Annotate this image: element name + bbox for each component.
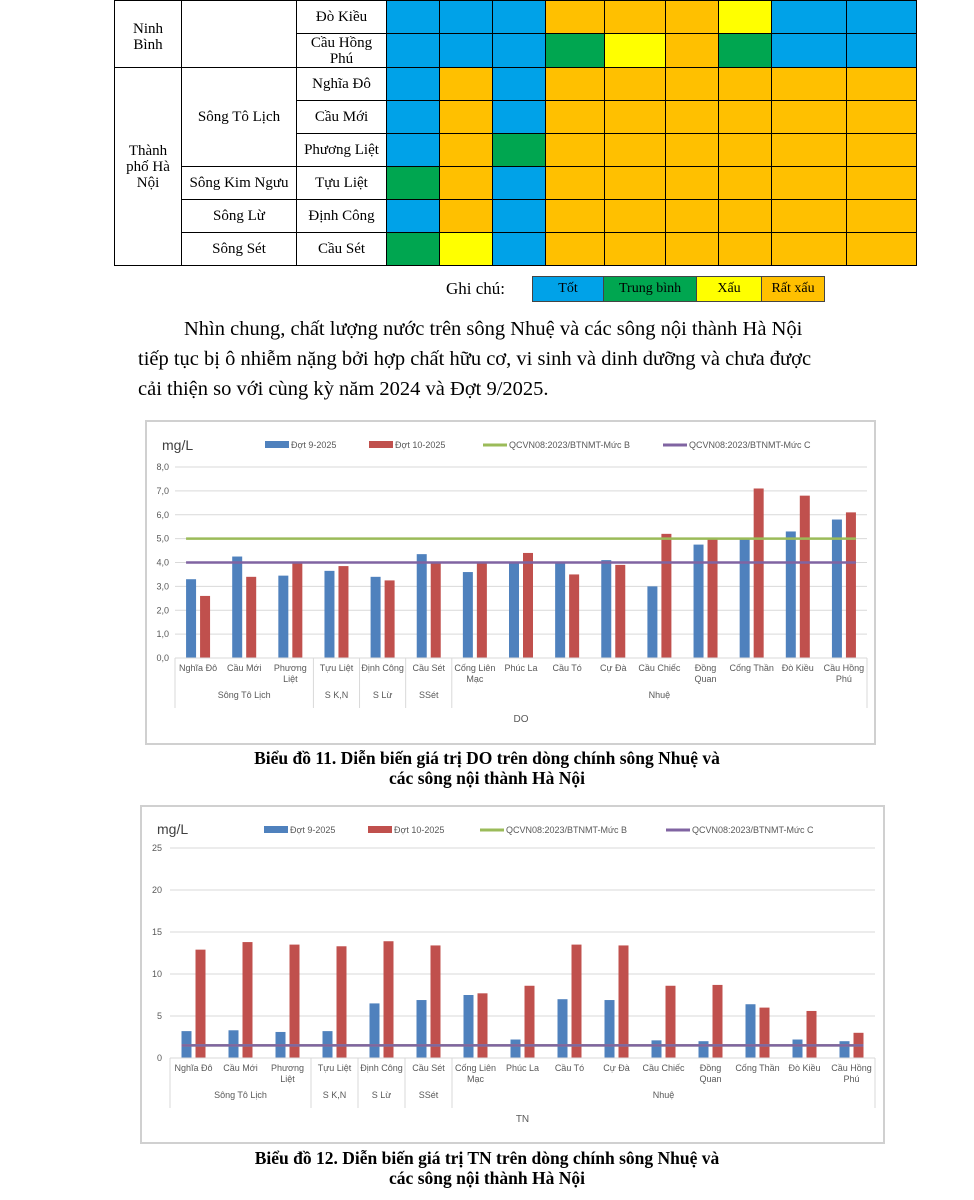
bar-dot9 [699, 1041, 709, 1058]
tn-chart-svg [142, 807, 883, 1142]
bar-dot10 [337, 946, 347, 1058]
x-category-label: Cống Liên [454, 663, 496, 673]
station-cell: Cầu Mới [297, 101, 387, 134]
bar-dot9 [555, 563, 565, 659]
y-tick-label: 10 [151, 969, 162, 979]
status-cell-xau [440, 233, 493, 266]
table-legend [446, 276, 825, 302]
station-cell: Cầu Sét [297, 233, 387, 266]
y-tick-label: 7,0 [156, 485, 169, 496]
x-group-label: Nhuệ [652, 1090, 675, 1100]
bar-dot9 [740, 539, 750, 658]
status-cell-rat-xau [847, 134, 917, 167]
bar-dot10 [246, 577, 256, 658]
bar-dot9 [832, 520, 842, 658]
status-cell-tot [493, 34, 546, 68]
status-cell-rat-xau [666, 200, 719, 233]
tn-chart [140, 805, 885, 1144]
legend-swatch [265, 441, 289, 448]
bar-dot9 [370, 1003, 380, 1058]
x-group-label: S K,N [322, 1090, 347, 1100]
status-cell-xau [605, 34, 666, 68]
table-row [115, 1, 917, 34]
x-group-label: SSét [418, 1090, 439, 1100]
status-cell-rat-xau [719, 101, 772, 134]
x-category-label: Cầu Chiếc [638, 663, 681, 673]
bar-dot9 [511, 1040, 521, 1058]
bar-dot10 [708, 539, 718, 658]
bar-dot9 [793, 1040, 803, 1058]
bar-dot10 [196, 950, 206, 1058]
y-tick-label: 4,0 [156, 557, 169, 568]
x-category-label: Cự Đà [603, 1063, 630, 1073]
table-row [115, 200, 917, 233]
legend-label: Ghi chú: [446, 279, 506, 298]
legend-entry: Đợt 9-2025 [290, 825, 336, 835]
status-cell-rat-xau [605, 134, 666, 167]
status-cell-tot [847, 1, 917, 34]
status-cell-trung-binh [546, 34, 605, 68]
status-cell-rat-xau [772, 68, 847, 101]
legend-entry: Đợt 10-2025 [395, 440, 446, 450]
status-cell-rat-xau [605, 68, 666, 101]
status-cell-tot [387, 134, 440, 167]
x-category-label: Cầu Tó [552, 663, 582, 673]
status-cell-tot [440, 1, 493, 34]
status-cell-trung-binh [387, 167, 440, 200]
x-group-label: Sông Tô Lịch [214, 1090, 267, 1100]
caption-line: các sông nội thành Hà Nội [389, 1168, 585, 1188]
bar-dot9 [601, 560, 611, 658]
status-cell-rat-xau [719, 200, 772, 233]
status-cell-rat-xau [772, 167, 847, 200]
status-cell-rat-xau [440, 68, 493, 101]
x-category-label: Đò Kiều [788, 1063, 821, 1073]
bar-dot10 [292, 563, 302, 659]
bar-dot10 [431, 563, 441, 659]
x-group-label: SSét [418, 690, 439, 700]
legend-entry: Đợt 9-2025 [291, 440, 337, 450]
bar-dot10 [384, 941, 394, 1058]
status-cell-rat-xau [666, 167, 719, 200]
river-cell: Sông Tô Lịch [182, 68, 297, 167]
legend-swatch [264, 826, 288, 833]
y-tick-label: 6,0 [156, 509, 169, 520]
x-category-label: Cống Thần [729, 663, 774, 673]
status-cell-rat-xau [719, 134, 772, 167]
station-cell: Phương Liệt [297, 134, 387, 167]
bar-dot10 [525, 986, 535, 1058]
province-cell: Thành phố Hà Nội [115, 68, 182, 266]
status-cell-rat-xau [666, 1, 719, 34]
legend-swatches [532, 276, 825, 302]
bar-dot9 [417, 554, 427, 658]
x-category-label: Mạc [466, 1074, 485, 1084]
status-cell-rat-xau [546, 68, 605, 101]
table-row [115, 233, 917, 266]
legend-trung-binh: Trung bình [604, 277, 697, 301]
status-cell-tot [387, 34, 440, 68]
bar-dot9 [463, 572, 473, 658]
y-tick-label: 5 [156, 1011, 162, 1021]
status-cell-rat-xau [666, 68, 719, 101]
legend-tot: Tốt [533, 277, 604, 301]
legend-swatch [369, 441, 393, 448]
status-cell-rat-xau [546, 1, 605, 34]
status-cell-tot [493, 167, 546, 200]
y-tick-label: 15 [151, 927, 162, 937]
legend-entry: QCVN08:2023/BTNMT-Mức C [689, 440, 811, 450]
bar-dot10 [800, 496, 810, 658]
status-cell-tot [440, 34, 493, 68]
bar-dot10 [200, 596, 210, 658]
bar-dot10 [807, 1011, 817, 1058]
paragraph-line: Nhìn chung, chất lượng nước trên sông Nhuệ và các sông nội thành Hà Nội [184, 318, 803, 340]
caption-line: các sông nội thành Hà Nội [389, 768, 585, 788]
status-cell-rat-xau [719, 167, 772, 200]
legend-rat-xau: Rất xấu [762, 277, 824, 301]
bar-dot10 [619, 945, 629, 1058]
y-tick-label: 1,0 [156, 629, 169, 640]
x-category-label: Nghĩa Đô [179, 663, 218, 673]
station-cell: Tựu Liệt [297, 167, 387, 200]
x-category-label: Cự Đà [600, 663, 627, 673]
legend-xau: Xấu [697, 277, 762, 301]
bar-dot9 [232, 557, 242, 658]
x-category-label: Phúc La [505, 1063, 540, 1073]
tn-chart-caption [0, 1148, 974, 1188]
x-category-label: Cầu Tó [554, 1063, 585, 1073]
status-cell-rat-xau [719, 68, 772, 101]
river-cell: Sông Lừ [182, 200, 297, 233]
status-cell-trung-binh [719, 34, 772, 68]
x-category-label: Cầu Mới [223, 1063, 258, 1073]
station-cell: Nghĩa Đô [297, 68, 387, 101]
bar-dot10 [523, 553, 533, 658]
legend-entry: Đợt 10-2025 [394, 825, 445, 835]
legend-entry: QCVN08:2023/BTNMT-Mức C [692, 825, 814, 835]
x-category-label: Quan [694, 674, 717, 684]
paragraph-line: cải thiện so với cùng kỳ năm 2024 và Đợt 9/2025. [138, 378, 549, 400]
bar-dot10 [385, 580, 395, 658]
status-cell-rat-xau [546, 233, 605, 266]
x-category-label: Cống Thần [735, 1063, 780, 1073]
do-chart-svg [147, 422, 874, 743]
status-cell-tot [387, 1, 440, 34]
bar-dot9 [652, 1040, 662, 1058]
x-group-label: Sông Tô Lịch [217, 690, 271, 700]
x-category-label: Đò Kiều [781, 663, 814, 673]
status-cell-rat-xau [546, 101, 605, 134]
x-category-label: Nghĩa Đô [174, 1063, 213, 1073]
bar-dot10 [290, 945, 300, 1058]
x-category-label: Quan [699, 1074, 722, 1084]
province-cell: Ninh Bình [115, 1, 182, 68]
status-cell-rat-xau [772, 101, 847, 134]
bar-dot10 [572, 945, 582, 1058]
x-category-label: Phú [835, 674, 852, 684]
bar-dot9 [417, 1000, 427, 1058]
x-category-label: Đồng [699, 1063, 722, 1073]
status-cell-rat-xau [847, 200, 917, 233]
status-cell-tot [493, 200, 546, 233]
status-cell-rat-xau [847, 233, 917, 266]
legend-swatch [368, 826, 392, 833]
x-category-label: Phú [843, 1074, 860, 1084]
y-tick-label: 20 [151, 885, 162, 895]
y-tick-label: 8,0 [156, 462, 169, 472]
status-cell-tot [387, 68, 440, 101]
status-cell-tot [493, 1, 546, 34]
x-category-label: Cầu Sét [412, 1063, 445, 1073]
status-cell-tot [493, 101, 546, 134]
status-cell-rat-xau [605, 233, 666, 266]
do-chart [145, 420, 876, 745]
bar-dot10 [569, 574, 579, 658]
status-cell-tot [847, 34, 917, 68]
bar-dot9 [324, 571, 334, 658]
x-axis-title: DO [513, 714, 529, 725]
status-cell-rat-xau [847, 167, 917, 200]
status-cell-rat-xau [847, 68, 917, 101]
y-tick-label: 5,0 [156, 533, 169, 544]
bar-dot9 [464, 995, 474, 1058]
status-cell-rat-xau [546, 200, 605, 233]
y-tick-label: 3,0 [156, 581, 169, 592]
status-cell-trung-binh [493, 134, 546, 167]
status-cell-rat-xau [440, 200, 493, 233]
bar-dot9 [647, 586, 657, 658]
bar-dot10 [431, 945, 441, 1058]
x-axis-title: TN [515, 1114, 530, 1125]
river-cell [182, 1, 297, 68]
x-category-label: Liệt [283, 674, 298, 684]
bar-dot10 [615, 565, 625, 658]
status-cell-rat-xau [605, 1, 666, 34]
paragraph-line: tiếp tục bị ô nhiễm nặng bởi hợp chất hữu cơ, vi sinh và dinh dưỡng và chưa được [138, 348, 812, 370]
legend-entry: QCVN08:2023/BTNMT-Mức B [506, 825, 628, 835]
x-category-label: Định Công [361, 663, 404, 673]
status-cell-tot [387, 200, 440, 233]
y-tick-label: 25 [151, 843, 162, 853]
x-category-label: Định Công [360, 1063, 403, 1073]
river-cell: Sông Sét [182, 233, 297, 266]
bar-dot10 [478, 993, 488, 1058]
y-tick-label: 2,0 [156, 605, 169, 616]
x-group-label: Nhuệ [648, 690, 671, 700]
x-category-label: Tựu Liệt [319, 663, 354, 673]
y-axis-unit: mg/L [157, 821, 189, 837]
bar-dot10 [666, 986, 676, 1058]
bar-dot10 [661, 534, 671, 658]
status-cell-xau [719, 1, 772, 34]
bar-dot9 [786, 531, 796, 658]
status-cell-rat-xau [772, 233, 847, 266]
status-cell-rat-xau [719, 233, 772, 266]
bar-dot9 [278, 576, 288, 658]
y-tick-label: 0 [156, 1053, 162, 1063]
x-category-label: Cầu Hồng [823, 663, 865, 673]
bar-dot10 [713, 985, 723, 1058]
x-category-label: Liệt [280, 1074, 295, 1084]
body-paragraph [138, 314, 884, 404]
bar-dot9 [186, 579, 196, 658]
status-cell-rat-xau [847, 101, 917, 134]
x-category-label: Mạc [466, 674, 484, 684]
x-group-label: S Lừ [372, 690, 393, 700]
bar-dot9 [840, 1041, 850, 1058]
x-category-label: Cầu Sét [412, 663, 445, 673]
status-cell-rat-xau [440, 134, 493, 167]
x-group-label: S Lừ [371, 1090, 392, 1100]
bar-dot9 [605, 1000, 615, 1058]
do-chart-caption [0, 748, 974, 788]
bar-dot10 [477, 563, 487, 659]
bar-dot9 [509, 563, 519, 659]
status-cell-rat-xau [666, 233, 719, 266]
bar-dot9 [746, 1004, 756, 1058]
status-cell-rat-xau [772, 134, 847, 167]
x-category-label: Tựu Liệt [317, 1063, 352, 1073]
status-cell-rat-xau [772, 200, 847, 233]
status-cell-rat-xau [440, 167, 493, 200]
x-category-label: Cống Liên [454, 1063, 497, 1073]
station-cell: Định Công [297, 200, 387, 233]
status-cell-rat-xau [605, 167, 666, 200]
status-cell-tot [772, 1, 847, 34]
bar-dot9 [558, 999, 568, 1058]
status-cell-tot [772, 34, 847, 68]
x-category-label: Đồng [694, 663, 717, 673]
bar-dot10 [846, 512, 856, 658]
status-cell-rat-xau [666, 101, 719, 134]
status-cell-rat-xau [440, 101, 493, 134]
bar-dot10 [338, 566, 348, 658]
caption-line: Biểu đồ 12. Diễn biến giá trị TN trên dòng chính sông Nhuệ và [254, 1148, 720, 1168]
bar-dot10 [243, 942, 253, 1058]
bar-dot9 [371, 577, 381, 658]
status-cell-tot [493, 68, 546, 101]
table-row [115, 68, 917, 101]
bar-dot9 [229, 1030, 239, 1058]
station-cell: Đò Kiều [297, 1, 387, 34]
status-cell-rat-xau [605, 101, 666, 134]
table-row [115, 167, 917, 200]
y-axis-unit: mg/L [162, 437, 194, 453]
status-cell-rat-xau [666, 34, 719, 68]
water-quality-status-table [114, 0, 917, 266]
x-category-label: Cầu Mới [226, 663, 262, 673]
bar-dot10 [754, 488, 764, 658]
x-category-label: Cầu Hồng [831, 1063, 872, 1073]
x-category-label: Phương [271, 1063, 304, 1073]
status-cell-rat-xau [666, 134, 719, 167]
status-cell-tot [387, 101, 440, 134]
x-category-label: Cầu Chiếc [642, 1063, 685, 1073]
legend-entry: QCVN08:2023/BTNMT-Mức B [509, 440, 631, 450]
x-category-label: Phúc La [504, 663, 538, 673]
y-tick-label: 0,0 [156, 653, 169, 663]
station-cell: Cầu Hồng Phú [297, 34, 387, 68]
status-cell-rat-xau [605, 200, 666, 233]
status-cell-rat-xau [546, 134, 605, 167]
bar-dot10 [760, 1008, 770, 1058]
status-cell-rat-xau [546, 167, 605, 200]
x-group-label: S K,N [324, 690, 349, 700]
river-cell: Sông Kim Ngưu [182, 167, 297, 200]
caption-line: Biểu đồ 11. Diễn biến giá trị DO trên dòng chính sông Nhuệ và [254, 748, 720, 768]
status-cell-trung-binh [387, 233, 440, 266]
status-cell-tot [493, 233, 546, 266]
x-category-label: Phương [273, 663, 307, 673]
